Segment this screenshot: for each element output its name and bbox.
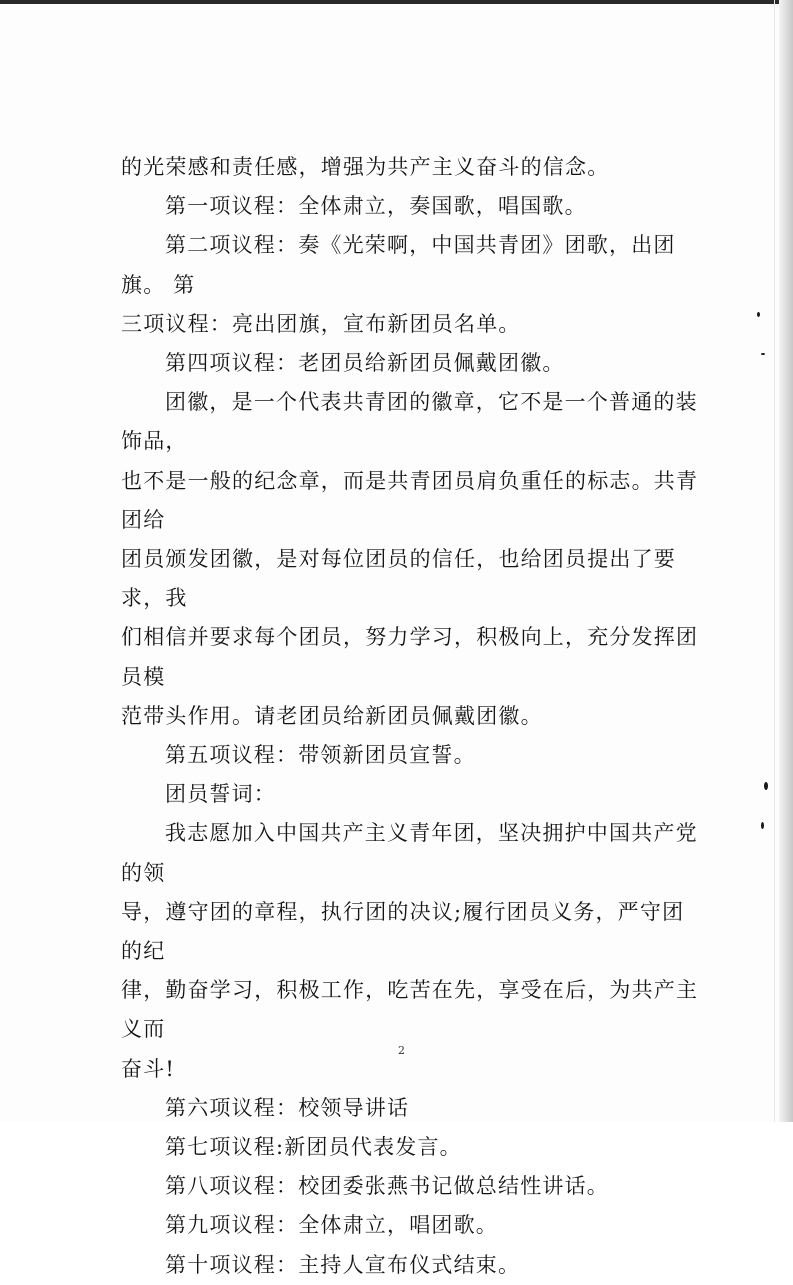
text-line: 第五项议程：带领新团员宣誓。 xyxy=(165,743,476,768)
scan-right-edge xyxy=(779,0,793,1122)
text-line: 律，勤奋学习，积极工作，吃苦在先，享受在后，为共产主义而 xyxy=(121,978,699,1042)
scan-edge-line xyxy=(774,0,775,1122)
text-line: 第二项议程：奏《光荣啊，中国共青团》团歌，出团旗。 第 xyxy=(121,233,676,297)
text-line: 们相信并要求每个团员，努力学习，积极向上，充分发挥团员模 xyxy=(121,625,699,689)
text-line: 第七项议程:新团员代表发言。 xyxy=(165,1135,462,1160)
text-line: 第四项议程：老团员给新团员佩戴团徽。 xyxy=(165,351,565,376)
page-number: 2 xyxy=(398,1044,405,1057)
scan-top-edge xyxy=(0,0,793,4)
scan-speck xyxy=(757,312,760,317)
text-line: 第十项议程：主持人宣布仪式结束。 xyxy=(165,1252,521,1277)
scan-speck xyxy=(764,782,768,790)
text-line: 奋斗! xyxy=(121,1056,176,1081)
text-line: 我志愿加入中国共产主义青年团，坚决拥护中国共产党的领 xyxy=(121,821,698,885)
text-line: 也不是一般的纪念章，而是共青团员肩负重任的标志。共青团给 xyxy=(121,468,699,532)
text-line: 团员颁发团徽，是对每位团员的信任，也给团员提出了要求，我 xyxy=(121,547,676,611)
text-line: 团徽，是一个代表共青团的徽章，它不是一个普通的装饰品， xyxy=(121,390,698,454)
text-line: 团员誓词： xyxy=(165,782,276,807)
text-line: 范带头作用。请老团员给新团员佩戴团徽。 xyxy=(121,703,543,728)
text-line: 导，遵守团的章程，执行团的决议;履行团员义务，严守团的纪 xyxy=(121,899,685,964)
scan-speck xyxy=(761,822,764,829)
text-line: 第九项议程：全体肃立，唱团歌。 xyxy=(165,1213,498,1238)
text-line: 的光荣感和责任感，增强为共产主义奋斗的信念。 xyxy=(121,155,610,179)
text-line: 第八项议程：校团委张燕书记做总结性讲话。 xyxy=(165,1174,609,1199)
text-line: 三项议程：亮出团旗，宣布新团员名单。 xyxy=(121,311,521,336)
scan-speck xyxy=(761,353,765,355)
document-body xyxy=(121,148,701,1285)
text-line: 第六项议程：校领导讲话 xyxy=(165,1095,410,1120)
text-line: 第一项议程：全体肃立，奏国歌，唱国歌。 xyxy=(165,194,587,219)
